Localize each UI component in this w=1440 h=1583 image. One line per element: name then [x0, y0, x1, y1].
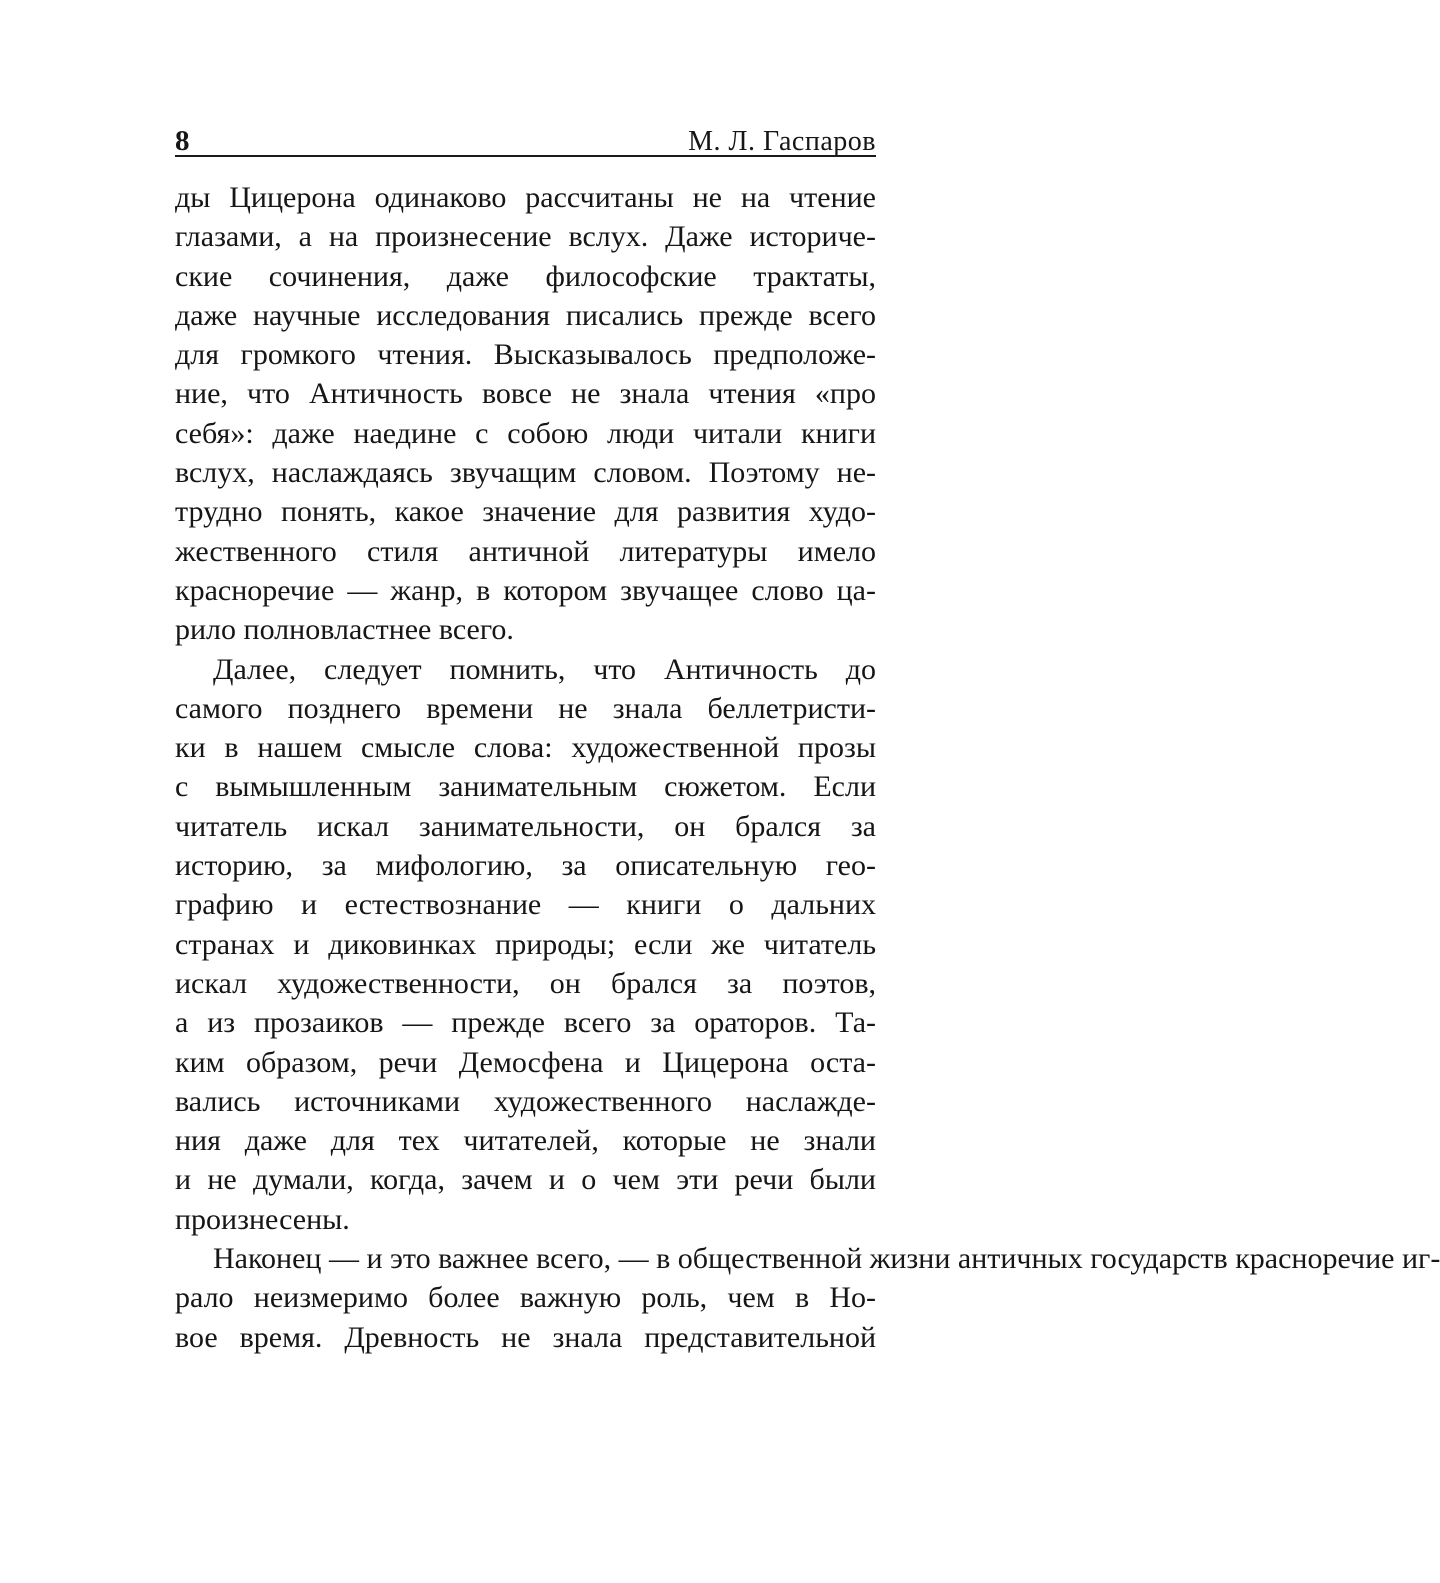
header-rule [175, 155, 876, 157]
text-line: историю, за мифологию, за описательную гео- [175, 849, 876, 883]
text-line: рало неизмеримо более важную роль, чем в Но- [175, 1281, 876, 1315]
text-line: искал художественности, он брался за поэтов, [175, 966, 876, 1000]
text-line: рило полновластнее всего. [175, 613, 514, 647]
text-line: красноречие — жанр, в котором звучащее слово ца- [175, 573, 876, 607]
text-line: глазами, а на произнесение вслух. Даже историче- [175, 220, 876, 254]
text-line: самого позднего времени не знала беллетристи- [175, 691, 876, 725]
page-number: 8 [175, 125, 190, 157]
text-line: вое время. Древность не знала представительной [175, 1320, 876, 1354]
text-line: трудно понять, какое значение для развития худо- [175, 495, 876, 529]
text-line: странах и диковинках природы; если же читатель [175, 927, 876, 961]
text-line: ния даже для тех читателей, которые не знали [175, 1124, 876, 1158]
text-line: вались источниками художественного наслажде- [175, 1084, 876, 1118]
paragraph-2 [175, 650, 876, 1239]
text-line: а из прозаиков — прежде всего за ораторов. Та- [175, 1006, 876, 1040]
text-line: и не думали, когда, зачем и о чем эти речи были [175, 1163, 876, 1197]
text-line: Наконец — и это важнее всего, — в общественной жизни античных государств красноречие иг- [213, 1242, 1440, 1276]
text-line: ким образом, речи Демосфена и Цицерона оста- [175, 1045, 876, 1079]
text-line: ды Цицерона одинаково рассчитаны не на чтение [175, 181, 876, 214]
text-line: вслух, наслаждаясь звучащим словом. Поэтому не- [175, 456, 876, 490]
text-line: Далее, следует помнить, что Античность до [213, 652, 876, 686]
text-line: для громкого чтения. Высказывалось предположе- [175, 338, 876, 372]
text-line: ки в нашем смысле слова: художественной прозы [175, 731, 876, 765]
paragraph-1 [175, 178, 876, 650]
text-line: себя»: даже наедине с собою люди читали книги [175, 416, 876, 450]
running-head [175, 116, 876, 156]
paragraph-3 [175, 1239, 1440, 1357]
running-head-author: М. Л. Гаспаров [688, 126, 876, 157]
text-line: с вымышленным занимательным сюжетом. Если [175, 770, 876, 804]
text-line: произнесены. [175, 1202, 350, 1236]
text-line: ние, что Античность вовсе не знала чтения «про [175, 377, 876, 411]
body-text [175, 178, 1440, 1357]
text-line: графию и естествознание — книги о дальних [175, 888, 876, 922]
text-line: ские сочинения, даже философские трактаты, [175, 259, 876, 293]
text-line: читатель искал занимательности, он брался за [175, 809, 876, 843]
text-line: даже научные исследования писались прежде всего [175, 298, 876, 332]
text-line: жественного стиля античной литературы имело [175, 534, 876, 568]
